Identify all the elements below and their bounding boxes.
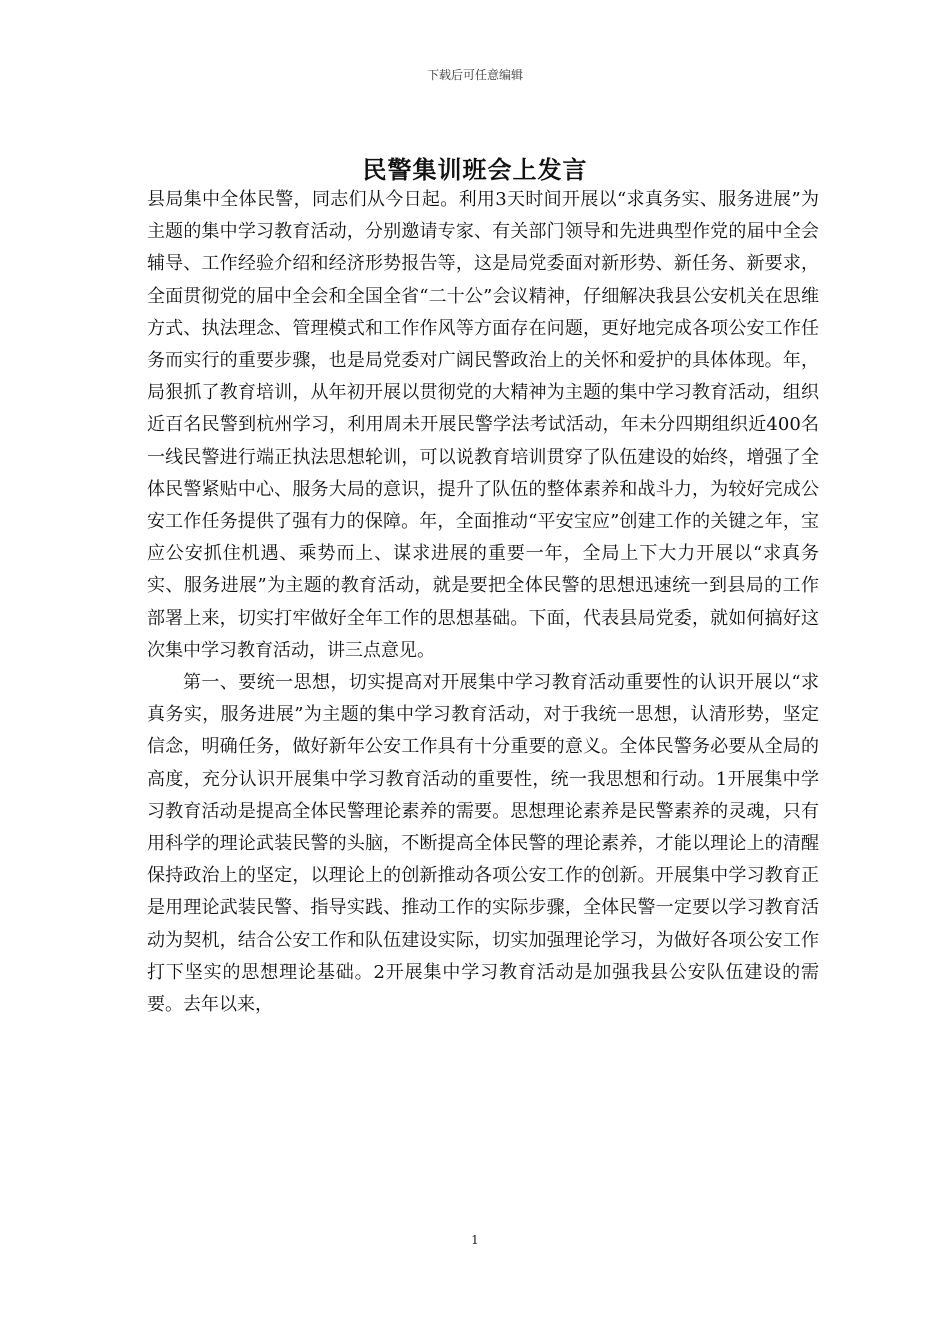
document-body <box>147 184 819 1021</box>
paragraph: 县局集中全体民警，同志们从今日起。利用3天时间开展以“求真务实、服务进展”为主题的集中学习教育活动，分别邀请专家、有关部门领导和先进典型作党的届中全会辅导、工作经验介绍和经济形势报告等，这是局党委面对新形势、新任务、新要求，全面贯彻党的届中全会和全国全省“二十公”会议精神，仔细解决我县公安机关在思维方式、执法理念、管理模式和工作作风等方面存在问题，更好地完成各项公安工作任务而实行的重要步骤，也是局党委对广阔民警政治上的关怀和爱护的具体体现。年，局狠抓了教育培训，从年初开展以贯彻党的大精神为主题的集中学习教育活动，组织近百名民警到杭州学习，利用周未开展民警学法考试活动，年未分四期组织近400名一线民警进行端正执法思想轮训，可以说教育培训贯穿了队伍建设的始终，增强了全体民警紧贴中心、服务大局的意识，提升了队伍的整体素养和战斗力，为较好完成公安工作任务提供了强有力的保障。年，全面推动“平安宝应”创建工作的关键之年，宝应公安抓住机遇、乘势而上、谋求进展的重要一年，全局上下大力开展以“求真务实、服务进展”为主题的教育活动，就是要把全体民警的思想迅速统一到县局的工作部署上来，切实打牢做好全年工作的思想基础。下面，代表县局党委，就如何搞好这次集中学习教育活动，讲三点意见。 <box>147 189 819 661</box>
page-header: 下载后可任意编辑 <box>426 68 523 82</box>
document-title: 民警集训班会上发言 <box>362 155 588 184</box>
page-number: 1 <box>471 1233 479 1247</box>
paragraph: 第一、要统一思想，切实提高对开展集中学习教育活动重要性的认识开展以“求真务实，服务进展”为主题的集中学习教育活动，对于我统一思想，认清形势，坚定信念，明确任务，做好新年公安工作具有十分重要的意义。全体民警务必要从全局的高度，充分认识开展集中学习教育活动的重要性，统一我思想和行动。1开展集中学习教育活动是提高全体民警理论素养的需要。思想理论素养是民警素养的灵魂，只有用科学的理论武装民警的头脑，不断提高全体民警的理论素养，才能以理论上的清醒保持政治上的坚定，以理论上的创新推动各项公安工作的创新。开展集中学习教育正是用理论武装民警、指导实践、推动工作的实际步骤，全体民警一定要以学习教育活动为契机，结合公安工作和队伍建设实际，切实加强理论学习，为做好各项公安工作打下坚实的思想理论基础。2开展集中学习教育活动是加强我县公安队伍建设的需要。去年以来， <box>147 672 819 1016</box>
